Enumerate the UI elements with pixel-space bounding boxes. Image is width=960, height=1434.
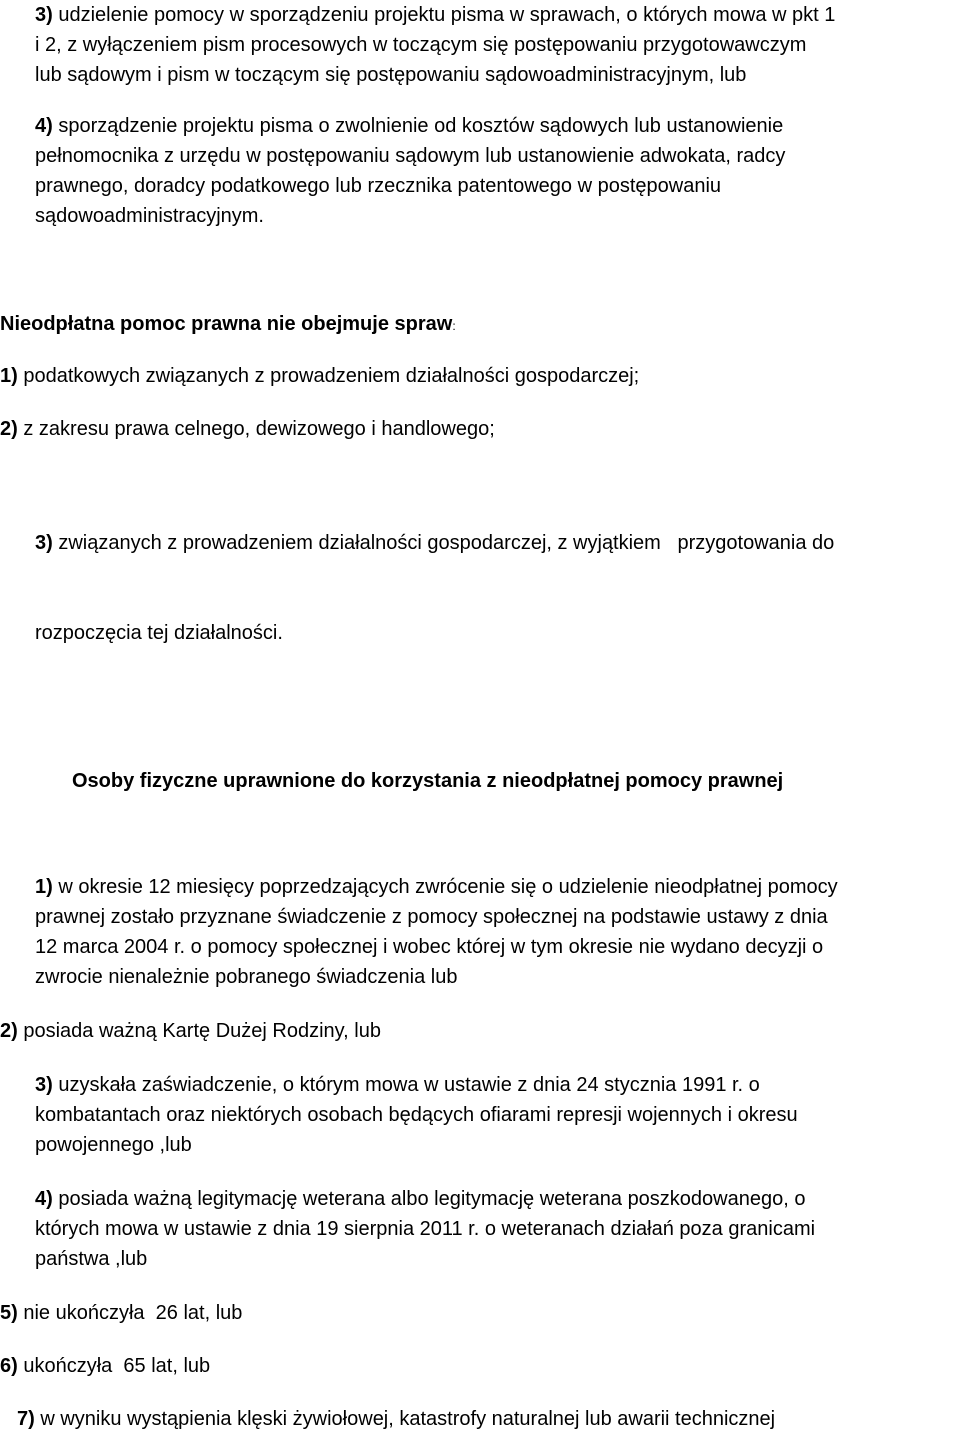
item-number: 2): [0, 418, 18, 440]
item-number: 6): [0, 1355, 18, 1377]
item-number: 3): [35, 532, 53, 554]
eligible-item-1: 1) w okresie 12 miesięcy poprzedzających zwrócenie się o udzielenie nieodpłatnej pomocy prawnej zostało przyznane świadczenie z pomocy społecznej na podstawie ustawy z dnia 12 marca 2004 r. o pomocy społecznej i wobec której w tym okresie nie wydano decyzji o zwrocie nienależnie pobranego świadczenia lub: [35, 876, 838, 988]
item-number: 1): [35, 876, 53, 898]
eligible-item-5: 5) nie ukończyła 26 lat, lub: [0, 1302, 243, 1324]
top-item-4-line-4: sądowoadministracyjnym.: [35, 205, 264, 227]
item-number: 4): [35, 1188, 53, 1210]
top-item-3: [35, 0, 960, 90]
top-item-4-line-1: 4) sporządzenie projektu pisma o zwolnienie od kosztów sądowych lub ustanowienie: [35, 115, 784, 137]
item-number: 4): [35, 115, 53, 137]
item-number: 1): [0, 365, 18, 387]
eligible-item-4: 4) posiada ważną legitymację weterana albo legitymację weterana poszkodowanego, o których mowa w ustawie z dnia 19 sierpnia 2011 r. o weteranach działań poza granicami państwa ,lub: [35, 1188, 816, 1270]
top-item-4-line-2: pełnomocnika z urzędu w postępowaniu sądowym lub ustanowienie adwokata, radcy: [35, 145, 786, 167]
item-number: 7): [17, 1408, 35, 1430]
top-item-4: [35, 111, 960, 231]
excluded-item-3: 3) związanych z prowadzeniem działalności gospodarczej, z wyjątkiem przygotowania do rozpoczęcia tej działalności.: [35, 532, 835, 644]
item-number: 3): [35, 4, 53, 26]
item-number: 3): [35, 1074, 53, 1096]
top-item-3-line-2: i 2, z wyłączeniem pism procesowych w toczącym się postępowaniu przygotowawczym: [35, 34, 807, 56]
eligible-item-2: 2) posiada ważną Kartę Dużej Rodziny, lub: [0, 1020, 381, 1042]
item-number: 5): [0, 1302, 18, 1324]
eligible-item-3: 3) uzyskała zaświadczenie, o którym mowa w ustawie z dnia 24 stycznia 1991 r. o kombatantach oraz niektórych osobach będących ofiarami represji wojennych i okresu powojennego ,lub: [35, 1074, 798, 1156]
excluded-heading: Nieodpłatna pomoc prawna nie obejmuje spraw:: [0, 313, 456, 335]
top-item-3-line-1: 3) udzielenie pomocy w sporządzeniu projektu pisma w sprawach, o których mowa w pkt 1: [35, 4, 836, 26]
item-number: 2): [0, 1020, 18, 1042]
excluded-item-1: 1) podatkowych związanych z prowadzeniem działalności gospodarczej;: [0, 365, 640, 387]
eligible-item-6: 6) ukończyła 65 lat, lub: [0, 1355, 211, 1377]
top-item-3-line-3: lub sądowym i pism w toczącym się postępowaniu sądowoadministracyjnym, lub: [35, 64, 747, 86]
top-item-4-line-3: prawnego, doradcy podatkowego lub rzecznika patentowego w postępowaniu: [35, 175, 722, 197]
eligible-item-7: 7) w wyniku wystąpienia klęski żywiołowej, katastrofy naturalnej lub awarii technicznej: [17, 1408, 776, 1430]
excluded-item-2: 2) z zakresu prawa celnego, dewizowego i handlowego;: [0, 418, 495, 440]
eligible-heading: Osoby fizyczne uprawnione do korzystania z nieodpłatnej pomocy prawnej: [72, 770, 784, 792]
